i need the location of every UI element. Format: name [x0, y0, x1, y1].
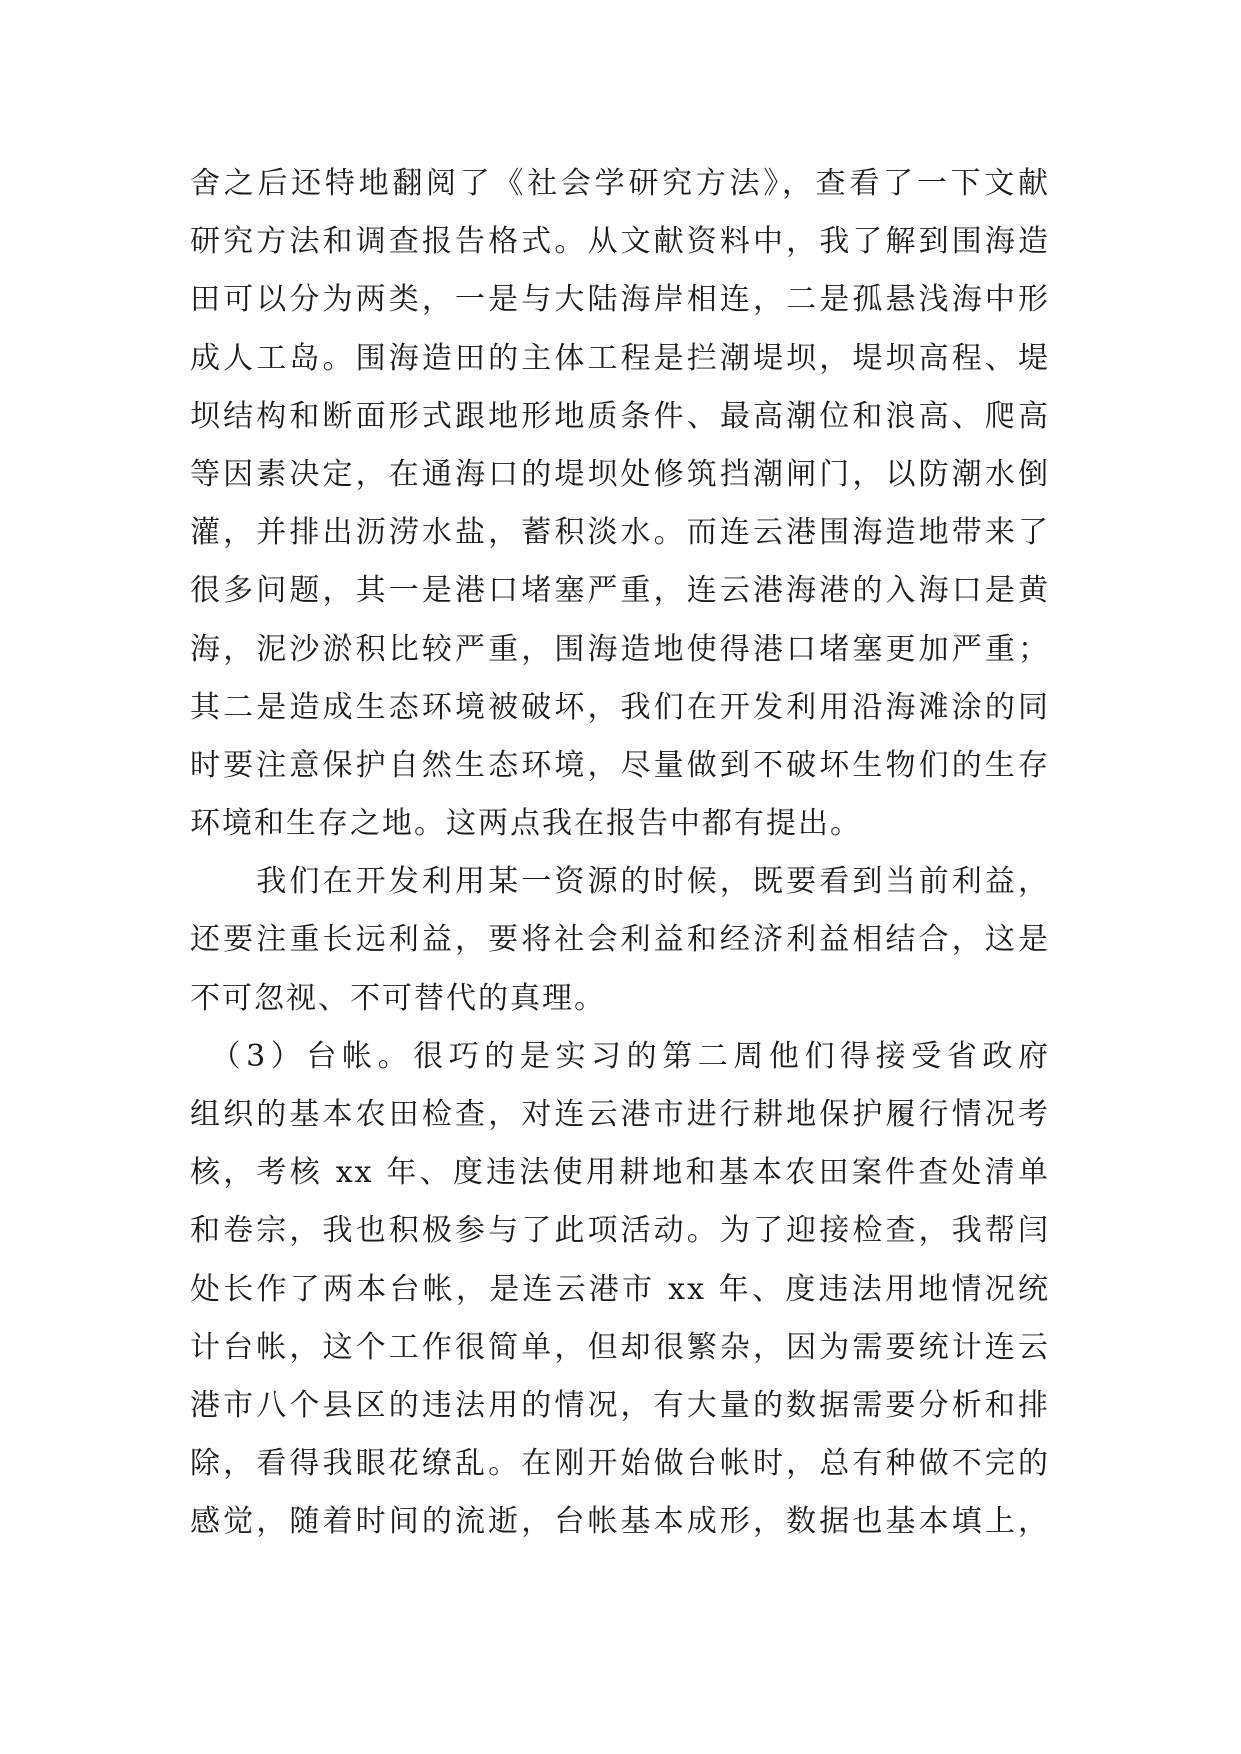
text-line: 港市八个县区的违法用的情况，有大量的数据需要分析和排	[190, 1387, 1050, 1423]
text-line: 还要注重长远利益，要将社会利益和经济利益相结合，这是	[190, 922, 1050, 958]
text-line: 处长作了两本台帐，是连云港市 xx 年、度违法用地情况统	[190, 1271, 1050, 1307]
text-line: 很多问题，其一是港口堵塞严重，连云港海港的入海口是黄	[190, 573, 1050, 609]
text-line: 等因素决定，在通海口的堤坝处修筑挡潮闸门，以防潮水倒	[190, 456, 1050, 492]
text-line: 和卷宗，我也积极参与了此项活动。为了迎接检查，我帮闫	[190, 1213, 1050, 1249]
text-line: 海，泥沙淤积比较严重，围海造地使得港口堵塞更加严重；	[190, 631, 1050, 667]
paragraph-start-line: 我们在开发利用某一资源的时候，既要看到当前利益，	[190, 864, 1050, 900]
text-line: 计台帐，这个工作很简单，但却很繁杂，因为需要统计连云	[190, 1329, 1050, 1365]
text-line: 舍之后还特地翻阅了《社会学研究方法》，查看了一下文献	[190, 166, 1050, 201]
text-line: 核，考核 xx 年、度违法使用耕地和基本农田案件查处清单	[190, 1155, 1050, 1191]
text-line: 其二是造成生态环境被破坏，我们在开发利用沿海滩涂的同	[190, 689, 1050, 725]
text-line: 感觉，随着时间的流逝，台帐基本成形，数据也基本填上，	[190, 1504, 1050, 1540]
paragraph-start-line: （3）台帐。很巧的是实习的第二周他们得接受省政府	[190, 1038, 1050, 1074]
text-line: 田可以分为两类，一是与大陆海岸相连，二是孤悬浅海中形	[190, 282, 1050, 318]
text-line: 研究方法和调查报告格式。从文献资料中，我了解到围海造	[190, 224, 1050, 260]
text-line: 灌，并排出沥涝水盐，蓄积淡水。而连云港围海造地带来了	[190, 515, 1050, 551]
text-line: 时要注意保护自然生态环境，尽量做到不破坏生物们的生存	[190, 747, 1050, 783]
body-text	[190, 155, 1050, 1552]
text-line: 成人工岛。围海造田的主体工程是拦潮堤坝，堤坝高程、堤	[190, 340, 1050, 376]
text-line: 不可忽视、不可替代的真理。	[190, 980, 606, 1016]
text-line: 组织的基本农田检查，对连云港市进行耕地保护履行情况考	[190, 1097, 1050, 1132]
text-line: 坝结构和断面形式跟地形地质条件、最高潮位和浪高、爬高	[190, 398, 1050, 434]
text-line: 环境和生存之地。这两点我在报告中都有提出。	[190, 806, 862, 842]
text-line: 除，看得我眼花缭乱。在刚开始做台帐时，总有种做不完的	[190, 1446, 1050, 1482]
